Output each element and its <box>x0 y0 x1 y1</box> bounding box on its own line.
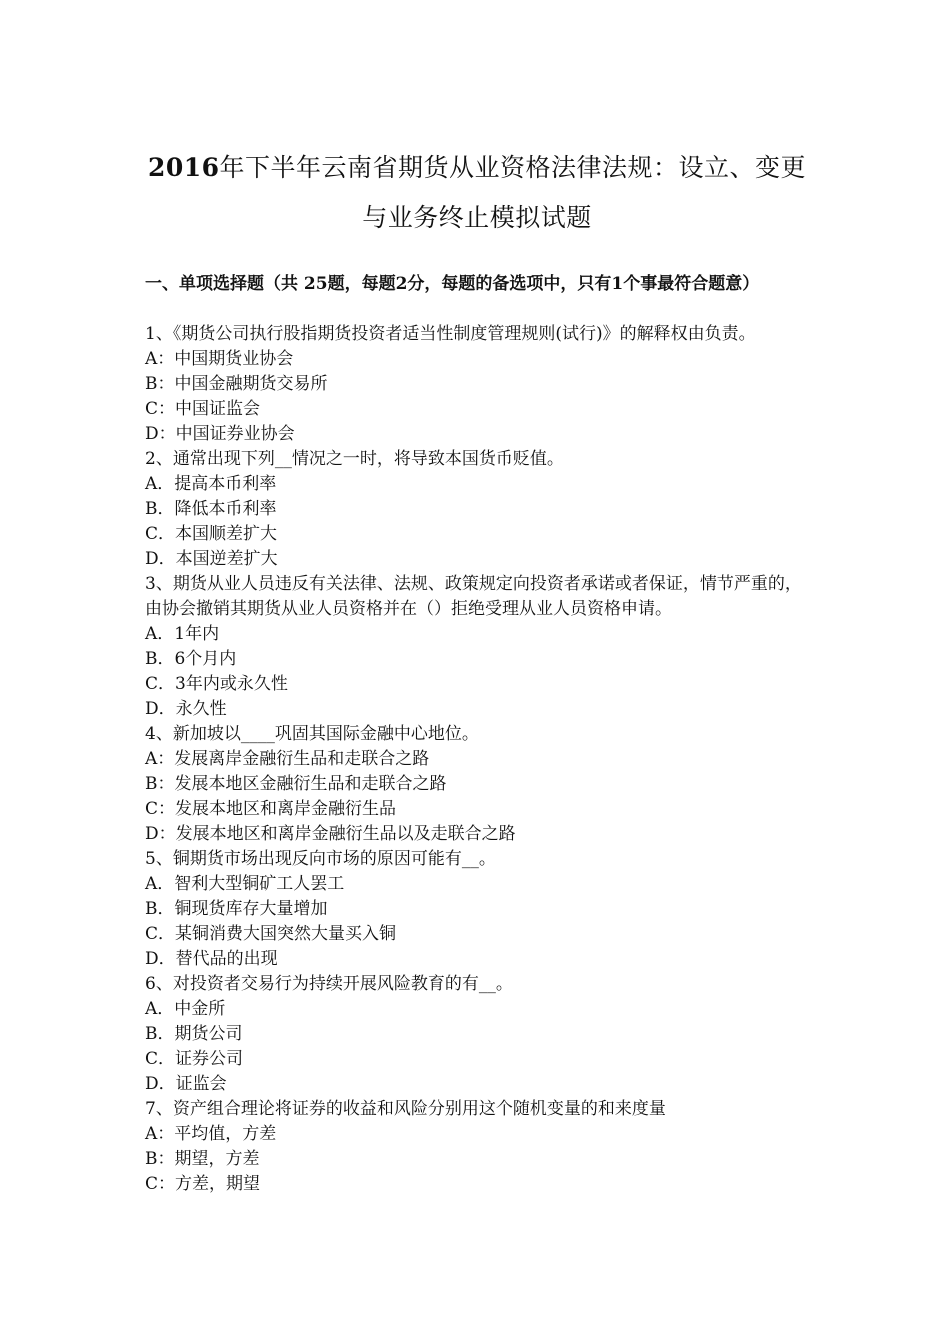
question-item <box>145 972 809 1097</box>
question-stem: 4、新加坡以____巩固其国际金融中心地位。 <box>145 724 479 744</box>
option: A：发展离岸金融衍生品和走联合之路 <box>145 749 430 769</box>
option: C：方差，期望 <box>145 1174 261 1194</box>
question-stem: 1、《期货公司执行股指期货投资者适当性制度管理规则(试行)》的解释权由负责。 <box>145 324 756 344</box>
option: A：中国期货业协会 <box>145 349 294 369</box>
question-stem: 3、期货从业人员违反有关法律、法规、政策规定向投资者承诺或者保证，情节严重的，由协会撤销其期货从业人员资格并在（）拒绝受理从业人员资格申请。 <box>145 574 802 619</box>
question-item <box>145 722 809 847</box>
option: A：平均值，方差 <box>145 1124 277 1144</box>
option: D．证监会 <box>145 1074 227 1094</box>
question-item <box>145 847 809 972</box>
question-item <box>145 1097 809 1197</box>
option: C．证券公司 <box>145 1049 244 1069</box>
question-list <box>145 322 809 1197</box>
option: A．提高本币利率 <box>145 474 277 494</box>
question-item <box>145 572 809 722</box>
option: B．6个月内 <box>145 649 237 669</box>
question-stem: 2、通常出现下列__情况之一时，将导致本国货币贬值。 <box>145 449 564 469</box>
option: A．智利大型铜矿工人罢工 <box>145 874 345 894</box>
question-item <box>145 447 809 572</box>
option: D：发展本地区和离岸金融衍生品以及走联合之路 <box>145 824 516 844</box>
option: A．1年内 <box>145 624 220 644</box>
title-text: 年下半年云南省期货从业资格法律法规：设立、变更 <box>219 153 807 182</box>
option: D．替代品的出现 <box>145 949 278 969</box>
question-stem: 6、对投资者交易行为持续开展风险教育的有__。 <box>145 974 513 994</box>
option: C：发展本地区和离岸金融衍生品 <box>145 799 397 819</box>
option: B：期望，方差 <box>145 1149 260 1169</box>
option: B：发展本地区金融衍生品和走联合之路 <box>145 774 447 794</box>
question-stem: 5、铜期货市场出现反向市场的原因可能有__。 <box>145 849 496 869</box>
option: B．期货公司 <box>145 1024 243 1044</box>
document-title-line-1 <box>145 152 809 184</box>
option: C．某铜消费大国突然大量买入铜 <box>145 924 397 944</box>
section-heading: 一、单项选择题（共 25题，每题2分，每题的备选项中，只有1个事最符合题意） <box>145 274 760 294</box>
document-title-line-2: 与业务终止模拟试题 <box>362 203 592 232</box>
title-year: 2016 <box>147 153 220 182</box>
option: A．中金所 <box>145 999 226 1019</box>
option: D：中国证券业协会 <box>145 424 295 444</box>
option: D．本国逆差扩大 <box>145 549 278 569</box>
option: C．3年内或永久性 <box>145 674 288 694</box>
option: B．铜现货库存大量增加 <box>145 899 328 919</box>
question-stem: 7、资产组合理论将证券的收益和风险分别用这个随机变量的和来度量 <box>145 1099 666 1119</box>
option: D．永久性 <box>145 699 227 719</box>
option: C．本国顺差扩大 <box>145 524 278 544</box>
option: B：中国金融期货交易所 <box>145 374 328 394</box>
option: B．降低本币利率 <box>145 499 277 519</box>
option: C：中国证监会 <box>145 399 261 419</box>
question-item <box>145 322 809 447</box>
